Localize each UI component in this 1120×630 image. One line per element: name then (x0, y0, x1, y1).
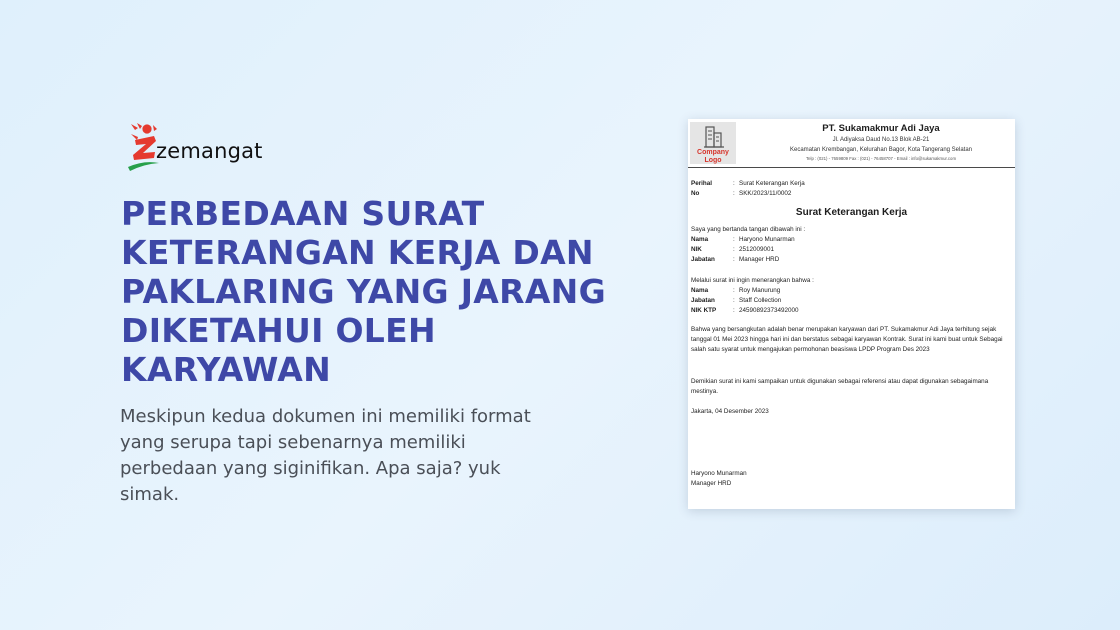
company-address-line1: Jl. Adiyaksa Daud No.13 Blok AB-21 (832, 137, 930, 143)
employee-row: Nama : Roy Manurung (691, 287, 781, 294)
employee-row: NIK KTP : 24590892373492000 (691, 307, 799, 314)
brand-logo (126, 120, 286, 172)
intro-signer: Saya yang bertanda tangan dibawah ini : (691, 226, 806, 233)
place-date: Jakarta, 04 Desember 2023 (691, 408, 769, 415)
letter-closing: Demikian surat ini kami sampaikan untuk digunakan sebagai referensi atau dapat digunakan sebagaimana mestinya. (691, 378, 989, 395)
signature-title: Manager HRD (691, 480, 732, 487)
zemangat-figure-icon (126, 120, 160, 172)
signer-row: NIK : 2512009001 (691, 246, 775, 253)
company-contact: Telp : (021) - 7659809 Fax : (021) - 76458707 - Email : info@sukamakmur.com (805, 156, 957, 161)
company-address-line2: Kecamatan Krembangan, Kelurahan Bagor, Kota Tangerang Selatan (789, 147, 973, 153)
signature-name: Haryono Munarman (691, 470, 747, 477)
employee-row: Jabatan : Staff Collection (691, 297, 782, 304)
signer-row: Nama : Haryono Munarman (691, 236, 795, 243)
page-title: PERBEDAAN SURAT KETERANGAN KERJA DAN PAKLARING YANG JARANG DIKETAHUI OLEH KARYAWAN (121, 194, 606, 389)
signer-row: Jabatan : Manager HRD (691, 256, 780, 263)
meta-row: No : SKK/2023/11/0002 (691, 190, 792, 197)
company-name: PT. Sukamakmur Adi Jaya (822, 123, 940, 134)
company-logo-placeholder (690, 122, 736, 164)
building-icon (703, 124, 725, 148)
brand-name: zemangat (156, 139, 263, 163)
letter-body: Bahwa yang bersangkutan adalah benar merupakan karyawan dari PT. Sukamakmur Adi Jaya terhitung sejak tanggal 01 Mei 2023 hingga hari ini dan berstatus sebagai karyawan Kontrak. Surat ini kami buat untuk Sebagai salah satu syarat untuk mengajukan permohonan beasiswa LPDP Program Des 2023 (691, 326, 1003, 353)
page-subtitle: Meskipun kedua dokumen ini memiliki format yang serupa tapi sebenarnya memiliki perbedaan yang siginifikan. Apa saja? yuk simak. (120, 406, 531, 505)
company-logo-text: Company Logo (697, 149, 729, 164)
letterhead-divider (688, 167, 1015, 168)
meta-row: Perihal : Surat Keterangan Kerja (691, 180, 805, 187)
intro-employee: Melalui surat ini ingin menerangkan bahwa : (691, 277, 814, 284)
letter-heading: Surat Keterangan Kerja (795, 207, 908, 218)
document-preview (688, 119, 1015, 509)
